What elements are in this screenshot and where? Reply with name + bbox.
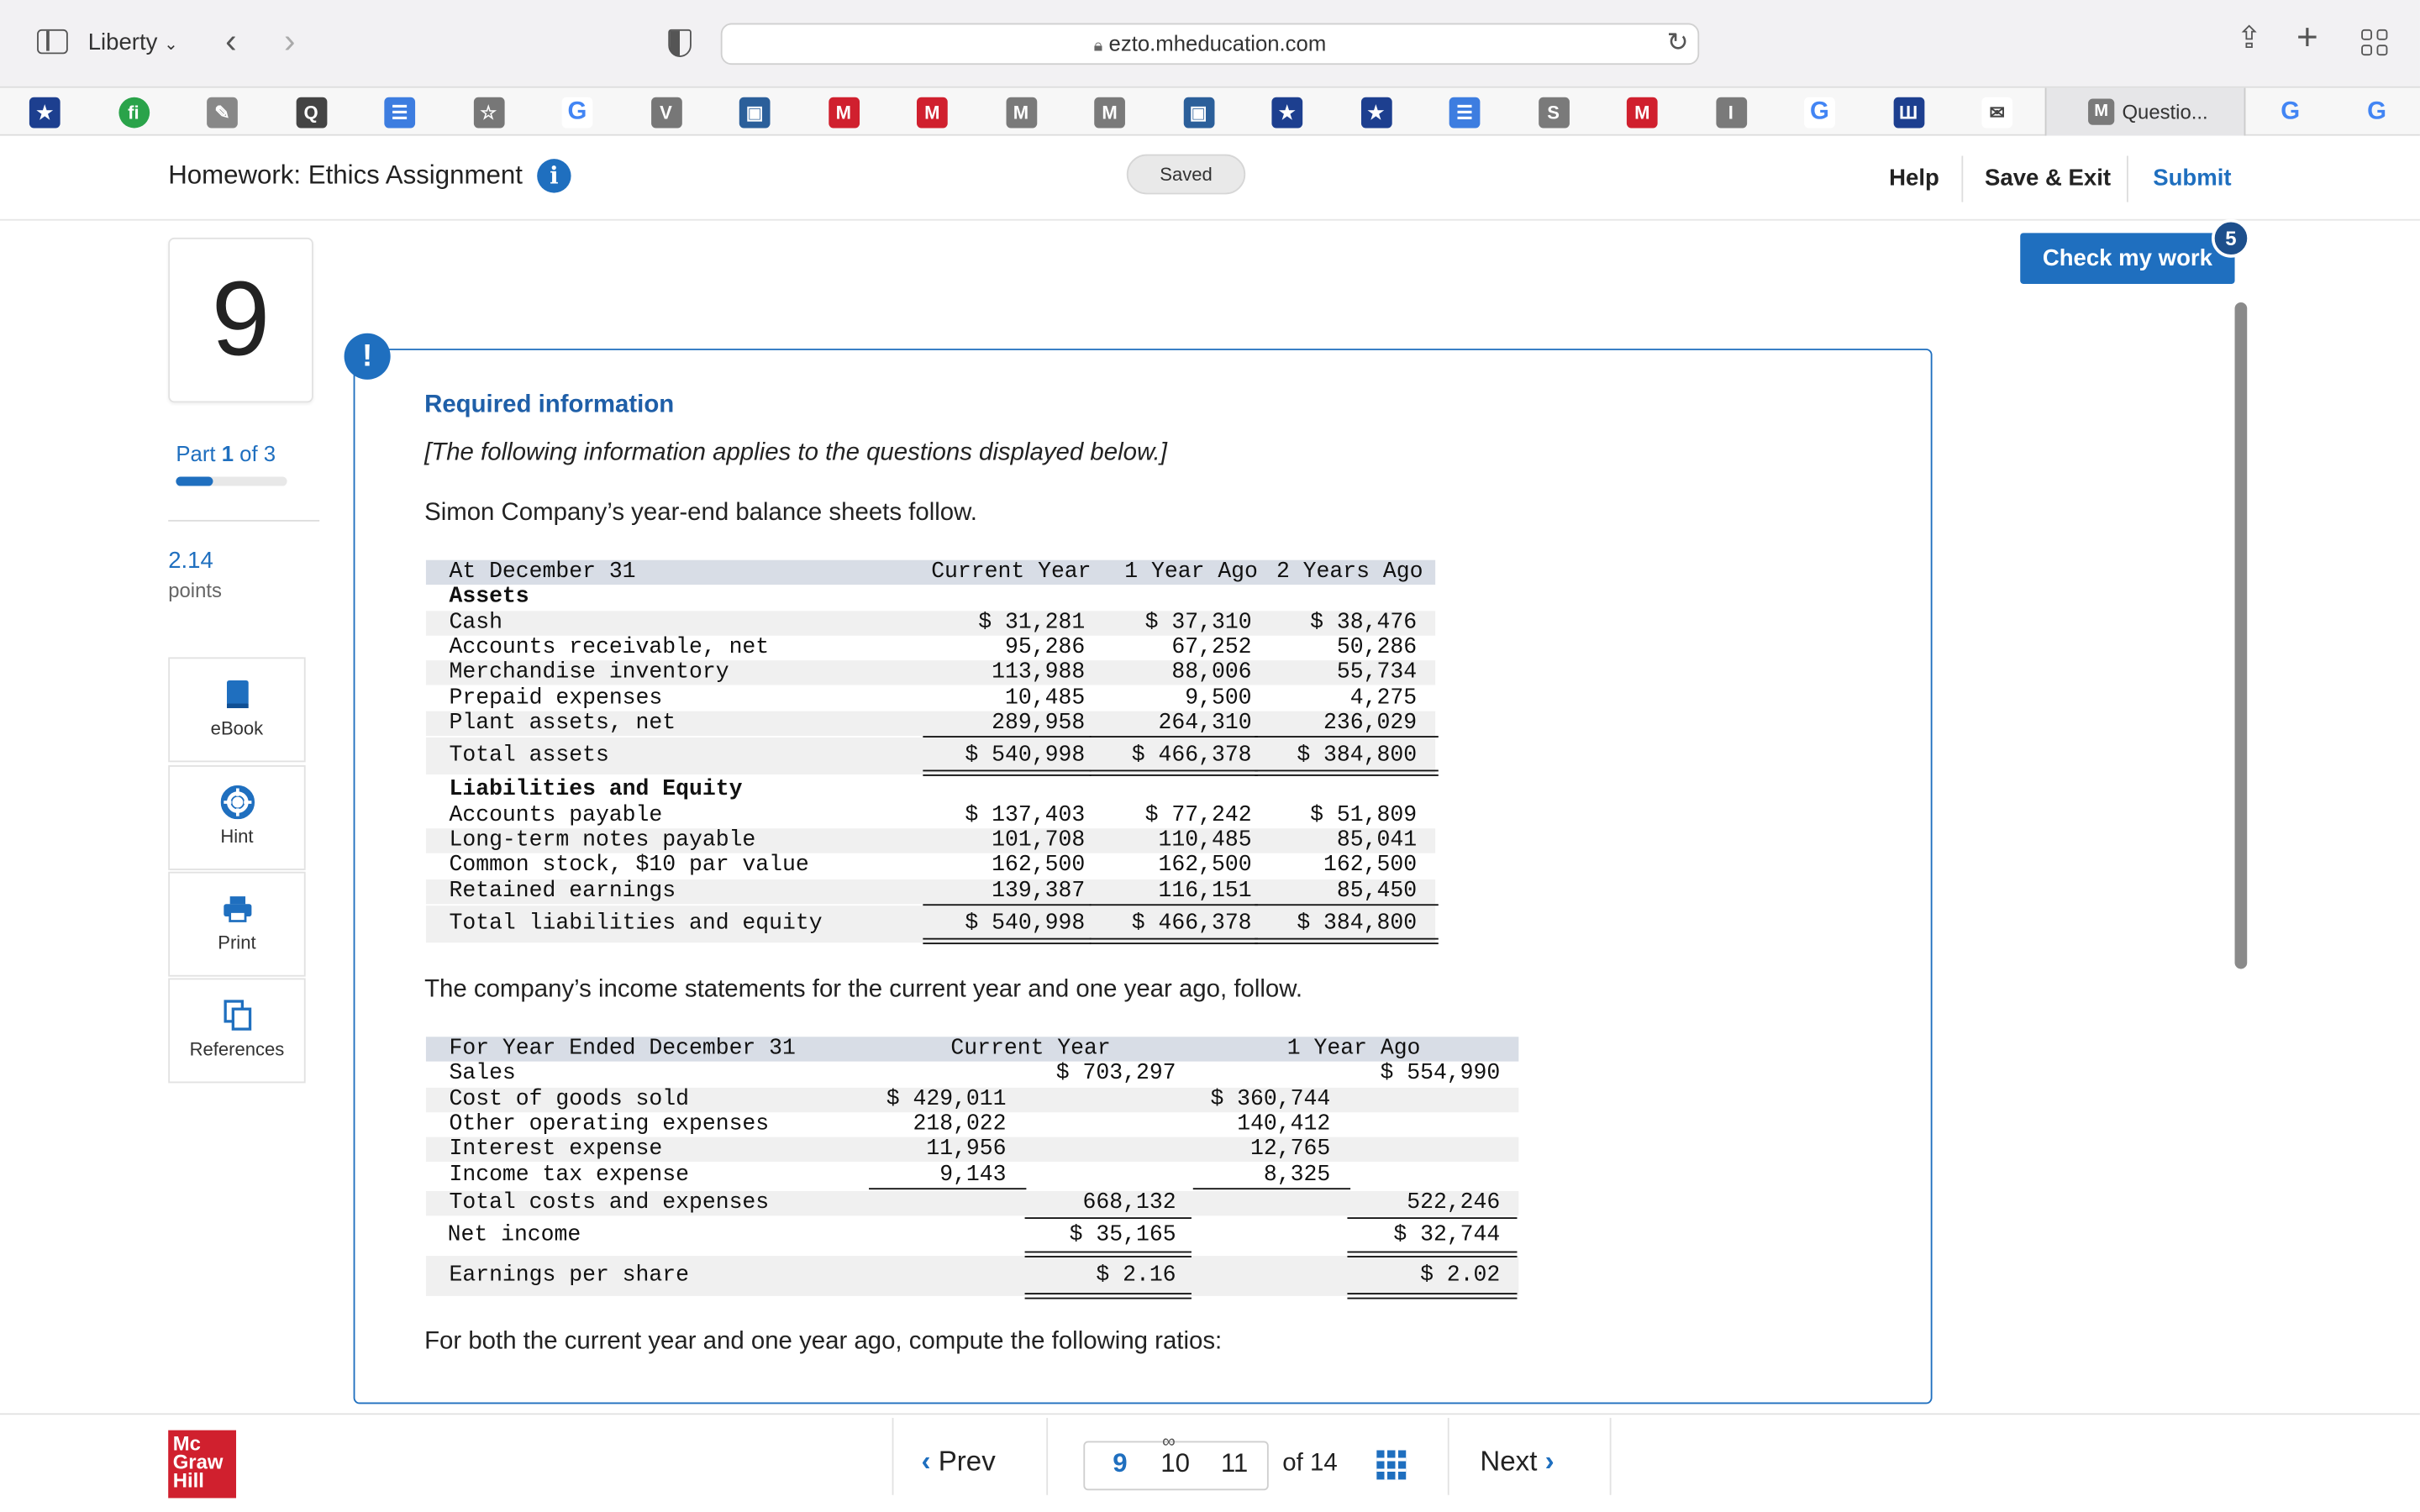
table-row [426, 686, 1435, 711]
part-current: 1 [221, 441, 234, 466]
row-value: 85,450 [1336, 879, 1418, 905]
row-value: 95,286 [1005, 635, 1086, 661]
total-double-rule [923, 774, 1091, 776]
total-double-rule [1255, 938, 1439, 940]
assignment-title: Homework: Ethics Assignment [168, 160, 523, 190]
footer-divider [1046, 1418, 1048, 1495]
bookmark-9-icon[interactable]: ▣ [739, 97, 771, 129]
row-label: Interest expense [449, 1137, 663, 1163]
total-double-rule [1255, 770, 1439, 772]
logo-line: Mc [172, 1431, 201, 1456]
check-my-work-button[interactable]: Check my work [2020, 233, 2234, 284]
row-value: 113,988 [992, 660, 1086, 685]
part-indicator [176, 441, 276, 465]
total-double-rule [1347, 1293, 1517, 1294]
row-value: 668,132 [1082, 1190, 1176, 1216]
total-double-rule [1025, 1252, 1192, 1253]
part-progress-bar [176, 477, 287, 486]
header-column: 2 Years Ago [1276, 559, 1423, 585]
table-row [426, 636, 1435, 660]
bookmark-google-icon[interactable]: G [2281, 98, 2301, 125]
row-value: 522,246 [1407, 1190, 1501, 1216]
profile-selector[interactable] [88, 29, 178, 55]
footer-divider [892, 1418, 894, 1495]
row-label: Long-term notes payable [449, 828, 756, 853]
header-column: 1 Year Ago [1286, 1037, 1421, 1062]
bookmark-23-icon[interactable]: ✉ [1981, 97, 2012, 129]
row-label: Merchandise inventory [449, 660, 729, 685]
bookmark-12-icon[interactable]: M [1006, 97, 1037, 129]
bookmark-17-icon[interactable]: ☰ [1449, 97, 1481, 129]
link-icon: ∞ [1162, 1430, 1176, 1452]
bookmark-7-icon[interactable]: G [562, 97, 593, 129]
row-value: 162,500 [992, 853, 1086, 879]
total-double-rule [1090, 770, 1258, 772]
references-button[interactable] [168, 978, 305, 1083]
part-total: of 3 [239, 441, 276, 466]
total-double-rule [923, 770, 1091, 772]
income-statement-table [426, 1037, 1518, 1302]
required-information-title: Required information [424, 391, 675, 418]
applies-note: [The following information applies to the questions displayed below.] [424, 439, 1167, 466]
bookmark-11-icon[interactable]: M [917, 97, 948, 129]
row-label: Earnings per share [449, 1263, 690, 1289]
bookmark-4-icon[interactable]: Q [296, 97, 327, 129]
row-value: 140,412 [1237, 1112, 1331, 1137]
bookmark-15-icon[interactable]: ★ [1271, 97, 1302, 129]
row-value: $ 703,297 [1055, 1061, 1176, 1087]
row-label: Sales [449, 1061, 516, 1087]
bookmark-10-icon[interactable]: M [828, 97, 859, 129]
table-row [426, 778, 1435, 802]
row-value: $ 31,281 [978, 611, 1086, 636]
chevron-left-icon: ‹ [921, 1445, 931, 1477]
total-double-rule [1090, 942, 1258, 944]
sidebar-toggle-icon[interactable] [37, 29, 68, 54]
row-value: $ 77,242 [1144, 803, 1252, 829]
row-value: $ 38,476 [1310, 611, 1418, 636]
shield-icon[interactable] [668, 29, 692, 57]
subtotal-rule [1025, 1217, 1192, 1219]
row-value: $ 384,800 [1297, 743, 1418, 769]
table-row [426, 853, 1435, 878]
table-row [426, 611, 1435, 635]
bookmark-8-icon[interactable]: V [650, 97, 681, 129]
subtotal-rule [869, 1188, 1026, 1189]
page-11-link[interactable]: 11 [1220, 1448, 1249, 1478]
subtotal-rule [1255, 736, 1439, 738]
footer-divider [1610, 1418, 1612, 1495]
table-row [426, 879, 1435, 904]
row-label: Retained earnings [449, 879, 676, 905]
row-value: 162,500 [1323, 853, 1418, 879]
save-exit-button[interactable]: Save & Exit [1984, 165, 2112, 192]
part-progress-fill [176, 477, 213, 486]
row-value: 162,500 [1158, 853, 1252, 879]
row-value: 67,252 [1171, 635, 1252, 661]
tab-title: Questio... [2122, 100, 2208, 123]
next-label: Next [1480, 1445, 1538, 1477]
printer-icon [220, 892, 254, 926]
bookmark-1-icon[interactable]: ★ [29, 97, 60, 129]
lifebuoy-icon [220, 785, 254, 819]
print-button[interactable] [168, 872, 305, 977]
saved-status-badge: Saved [1127, 155, 1245, 195]
row-value: $ 384,800 [1297, 911, 1418, 937]
bookmark-14-icon[interactable]: ▣ [1183, 97, 1214, 129]
part-label: Part [176, 441, 216, 466]
forward-icon[interactable]: › [283, 21, 296, 60]
header-column: Current Year [931, 559, 1092, 585]
row-label: Common stock, $10 par value [449, 853, 809, 879]
row-value: 55,734 [1336, 660, 1418, 685]
new-tab-icon[interactable]: + [2296, 17, 2318, 59]
row-label: Total costs and expenses [449, 1190, 770, 1216]
balance-sheet-intro: Simon Company’s year-end balance sheets follow. [424, 500, 977, 527]
sidebar-divider [168, 520, 319, 522]
row-value: 11,956 [926, 1137, 1007, 1163]
row-value: 12,765 [1250, 1137, 1331, 1163]
total-double-rule [1025, 1256, 1192, 1257]
row-label: Total liabilities and equity [449, 911, 823, 937]
table-row [426, 660, 1435, 685]
subtotal-rule [923, 904, 1091, 906]
total-double-rule [1025, 1298, 1192, 1299]
row-value: 139,387 [992, 879, 1086, 905]
references-label: References [189, 1038, 285, 1060]
bookmark-13-icon[interactable]: M [1094, 97, 1125, 129]
help-button[interactable]: Help [1889, 165, 1939, 192]
row-label: Prepaid expenses [449, 686, 663, 711]
row-value: $ 466,378 [1131, 911, 1252, 937]
table-row [426, 1224, 1518, 1248]
row-label: Accounts payable [449, 803, 663, 829]
header-label: At December 31 [449, 559, 636, 585]
print-label: Print [218, 932, 256, 954]
bookmark-19-icon[interactable]: M [1627, 97, 1658, 129]
subtotal-rule [1193, 1188, 1350, 1189]
table-row [426, 711, 1435, 736]
row-value: $ 360,744 [1210, 1087, 1331, 1113]
bookmark-6-icon[interactable]: ☆ [473, 97, 504, 129]
bookmark-18-icon[interactable]: S [1538, 97, 1569, 129]
row-label: Cost of goods sold [449, 1087, 690, 1113]
row-value: $ 32,744 [1393, 1223, 1501, 1248]
table-row [426, 585, 1435, 609]
chevron-down-icon: ⌄ [164, 35, 178, 55]
total-double-rule [1090, 774, 1258, 776]
row-value: 9,143 [939, 1163, 1007, 1189]
subtotal-rule [1255, 904, 1439, 906]
question-number: 9 [168, 238, 313, 403]
table-row [426, 743, 1435, 768]
page-9-link[interactable]: 9 [1113, 1448, 1128, 1478]
header-label: For Year Ended December 31 [449, 1037, 796, 1062]
info-icon[interactable]: i [537, 159, 571, 192]
logo-line: Graw [172, 1450, 224, 1474]
table-row [426, 804, 1435, 828]
total-double-rule [923, 938, 1091, 940]
profile-name: Liberty [87, 29, 158, 56]
prev-label: Prev [938, 1445, 996, 1477]
row-value: $ 51,809 [1310, 803, 1418, 829]
bookmark-2-icon[interactable]: fi [118, 97, 150, 129]
row-label: Plant assets, net [449, 711, 676, 737]
subtotal-rule [1090, 904, 1258, 906]
header-divider [2127, 156, 2128, 202]
row-value: $ 466,378 [1131, 743, 1252, 769]
book-icon [220, 677, 254, 711]
grid-view-icon[interactable] [1376, 1450, 1406, 1479]
tab-favicon-icon: M [2088, 99, 2114, 125]
mcgraw-hill-logo [168, 1431, 236, 1499]
row-value: $ 540,998 [965, 911, 1086, 937]
scrollbar-thumb[interactable] [2235, 302, 2248, 969]
alert-icon: ! [345, 333, 391, 380]
row-value: $ 2.16 [1096, 1263, 1176, 1289]
bookmark-5-icon[interactable]: ☰ [384, 97, 415, 129]
next-button[interactable] [1480, 1446, 1554, 1478]
header-column: Current Year [950, 1037, 1111, 1062]
row-value: $ 429,011 [886, 1087, 1007, 1113]
subtotal-rule [1347, 1217, 1517, 1219]
table-row [426, 911, 1435, 936]
row-label: Other operating expenses [449, 1112, 770, 1137]
copy-icon [220, 998, 254, 1032]
total-double-rule [1347, 1298, 1517, 1299]
row-value: 236,029 [1323, 711, 1418, 737]
header-divider [1961, 156, 1963, 202]
bookmark-google-icon[interactable]: G [2367, 98, 2386, 125]
row-value: 88,006 [1171, 660, 1252, 685]
row-value: $ 35,165 [1069, 1223, 1176, 1248]
total-double-rule [923, 942, 1091, 944]
row-value: 8,325 [1263, 1163, 1331, 1189]
row-value: 9,500 [1185, 686, 1252, 711]
points-value: 2.14 [168, 548, 213, 575]
row-value: $ 540,998 [965, 743, 1086, 769]
row-label: Accounts receivable, net [449, 635, 770, 661]
tab-question[interactable] [2045, 88, 2246, 136]
submit-button[interactable]: Submit [2153, 165, 2232, 192]
balance-sheet-table [426, 560, 1435, 953]
url-text: ezto.mheducation.com [1108, 30, 1327, 56]
row-label: Assets [449, 585, 529, 610]
subtotal-rule [1090, 736, 1258, 738]
total-double-rule [1255, 774, 1439, 776]
reload-icon[interactable]: ↻ [1666, 28, 1689, 57]
row-label: Liabilities and Equity [449, 777, 743, 803]
row-label: Income tax expense [449, 1163, 690, 1189]
attempts-badge: 5 [2212, 219, 2250, 258]
row-value: 85,041 [1336, 828, 1418, 853]
tab-overview-icon[interactable] [2361, 29, 2387, 55]
table-row [426, 1191, 1518, 1215]
hint-label: Hint [220, 825, 254, 848]
logo-line: Hill [172, 1468, 204, 1493]
total-double-rule [1025, 1293, 1192, 1294]
page-10-current[interactable]: 10 [1160, 1448, 1190, 1478]
total-double-rule [1347, 1256, 1517, 1257]
row-value: 264,310 [1158, 711, 1252, 737]
table-header-row [426, 1037, 1518, 1061]
address-bar[interactable] [721, 24, 1699, 66]
bookmark-22-icon[interactable]: Ш [1893, 97, 1924, 129]
table-row [426, 1088, 1518, 1112]
footer-divider [1448, 1418, 1449, 1495]
bookmark-21-icon[interactable]: G [1804, 97, 1835, 129]
ratios-intro: For both the current year and one year ago, compute the following ratios: [424, 1328, 1223, 1355]
bookmark-3-icon[interactable]: ✎ [207, 97, 238, 129]
row-value: 101,708 [992, 828, 1086, 853]
table-row [426, 1137, 1518, 1162]
row-value: $ 137,403 [965, 803, 1086, 829]
row-value: 116,151 [1158, 879, 1252, 905]
bookmark-16-icon[interactable]: ★ [1360, 97, 1392, 129]
total-double-rule [1347, 1252, 1517, 1253]
row-label: Cash [449, 611, 502, 636]
table-row [426, 828, 1435, 853]
row-label: Total assets [449, 743, 609, 769]
income-statement-intro: The company’s income statements for the current year and one year ago, follow. [424, 976, 1303, 1003]
page-total: of 14 [1282, 1450, 1338, 1477]
table-row [426, 1112, 1518, 1137]
lock-icon: 🔒︎ [1093, 37, 1103, 56]
table-header-row [426, 560, 1435, 585]
row-label: Net income [447, 1223, 581, 1248]
row-value: $ 2.02 [1420, 1263, 1501, 1289]
subtotal-rule [923, 736, 1091, 738]
header-column: 1 Year Ago [1124, 559, 1258, 585]
prev-button[interactable] [922, 1446, 996, 1478]
row-value: 289,958 [992, 711, 1086, 737]
table-row [426, 1263, 1518, 1288]
row-value: 218,022 [913, 1112, 1007, 1137]
table-row [426, 1163, 1518, 1188]
bookmark-20-icon[interactable]: I [1715, 97, 1746, 129]
ebook-button[interactable] [168, 657, 305, 762]
share-icon[interactable]: ⇪ [2236, 21, 2263, 56]
back-icon[interactable]: ‹ [225, 21, 237, 60]
row-value: 110,485 [1158, 828, 1252, 853]
row-value: $ 37,310 [1144, 611, 1252, 636]
row-value: $ 554,990 [1380, 1061, 1501, 1087]
ebook-label: eBook [210, 717, 264, 739]
total-double-rule [1090, 938, 1258, 940]
hint-button[interactable] [168, 765, 305, 870]
chevron-right-icon: › [1544, 1445, 1555, 1477]
points-label: points [168, 578, 222, 602]
row-value: 10,485 [1005, 686, 1086, 711]
row-value: 50,286 [1336, 635, 1418, 661]
row-value: 4,275 [1349, 686, 1418, 711]
table-row [426, 1062, 1518, 1086]
total-double-rule [1255, 942, 1439, 944]
